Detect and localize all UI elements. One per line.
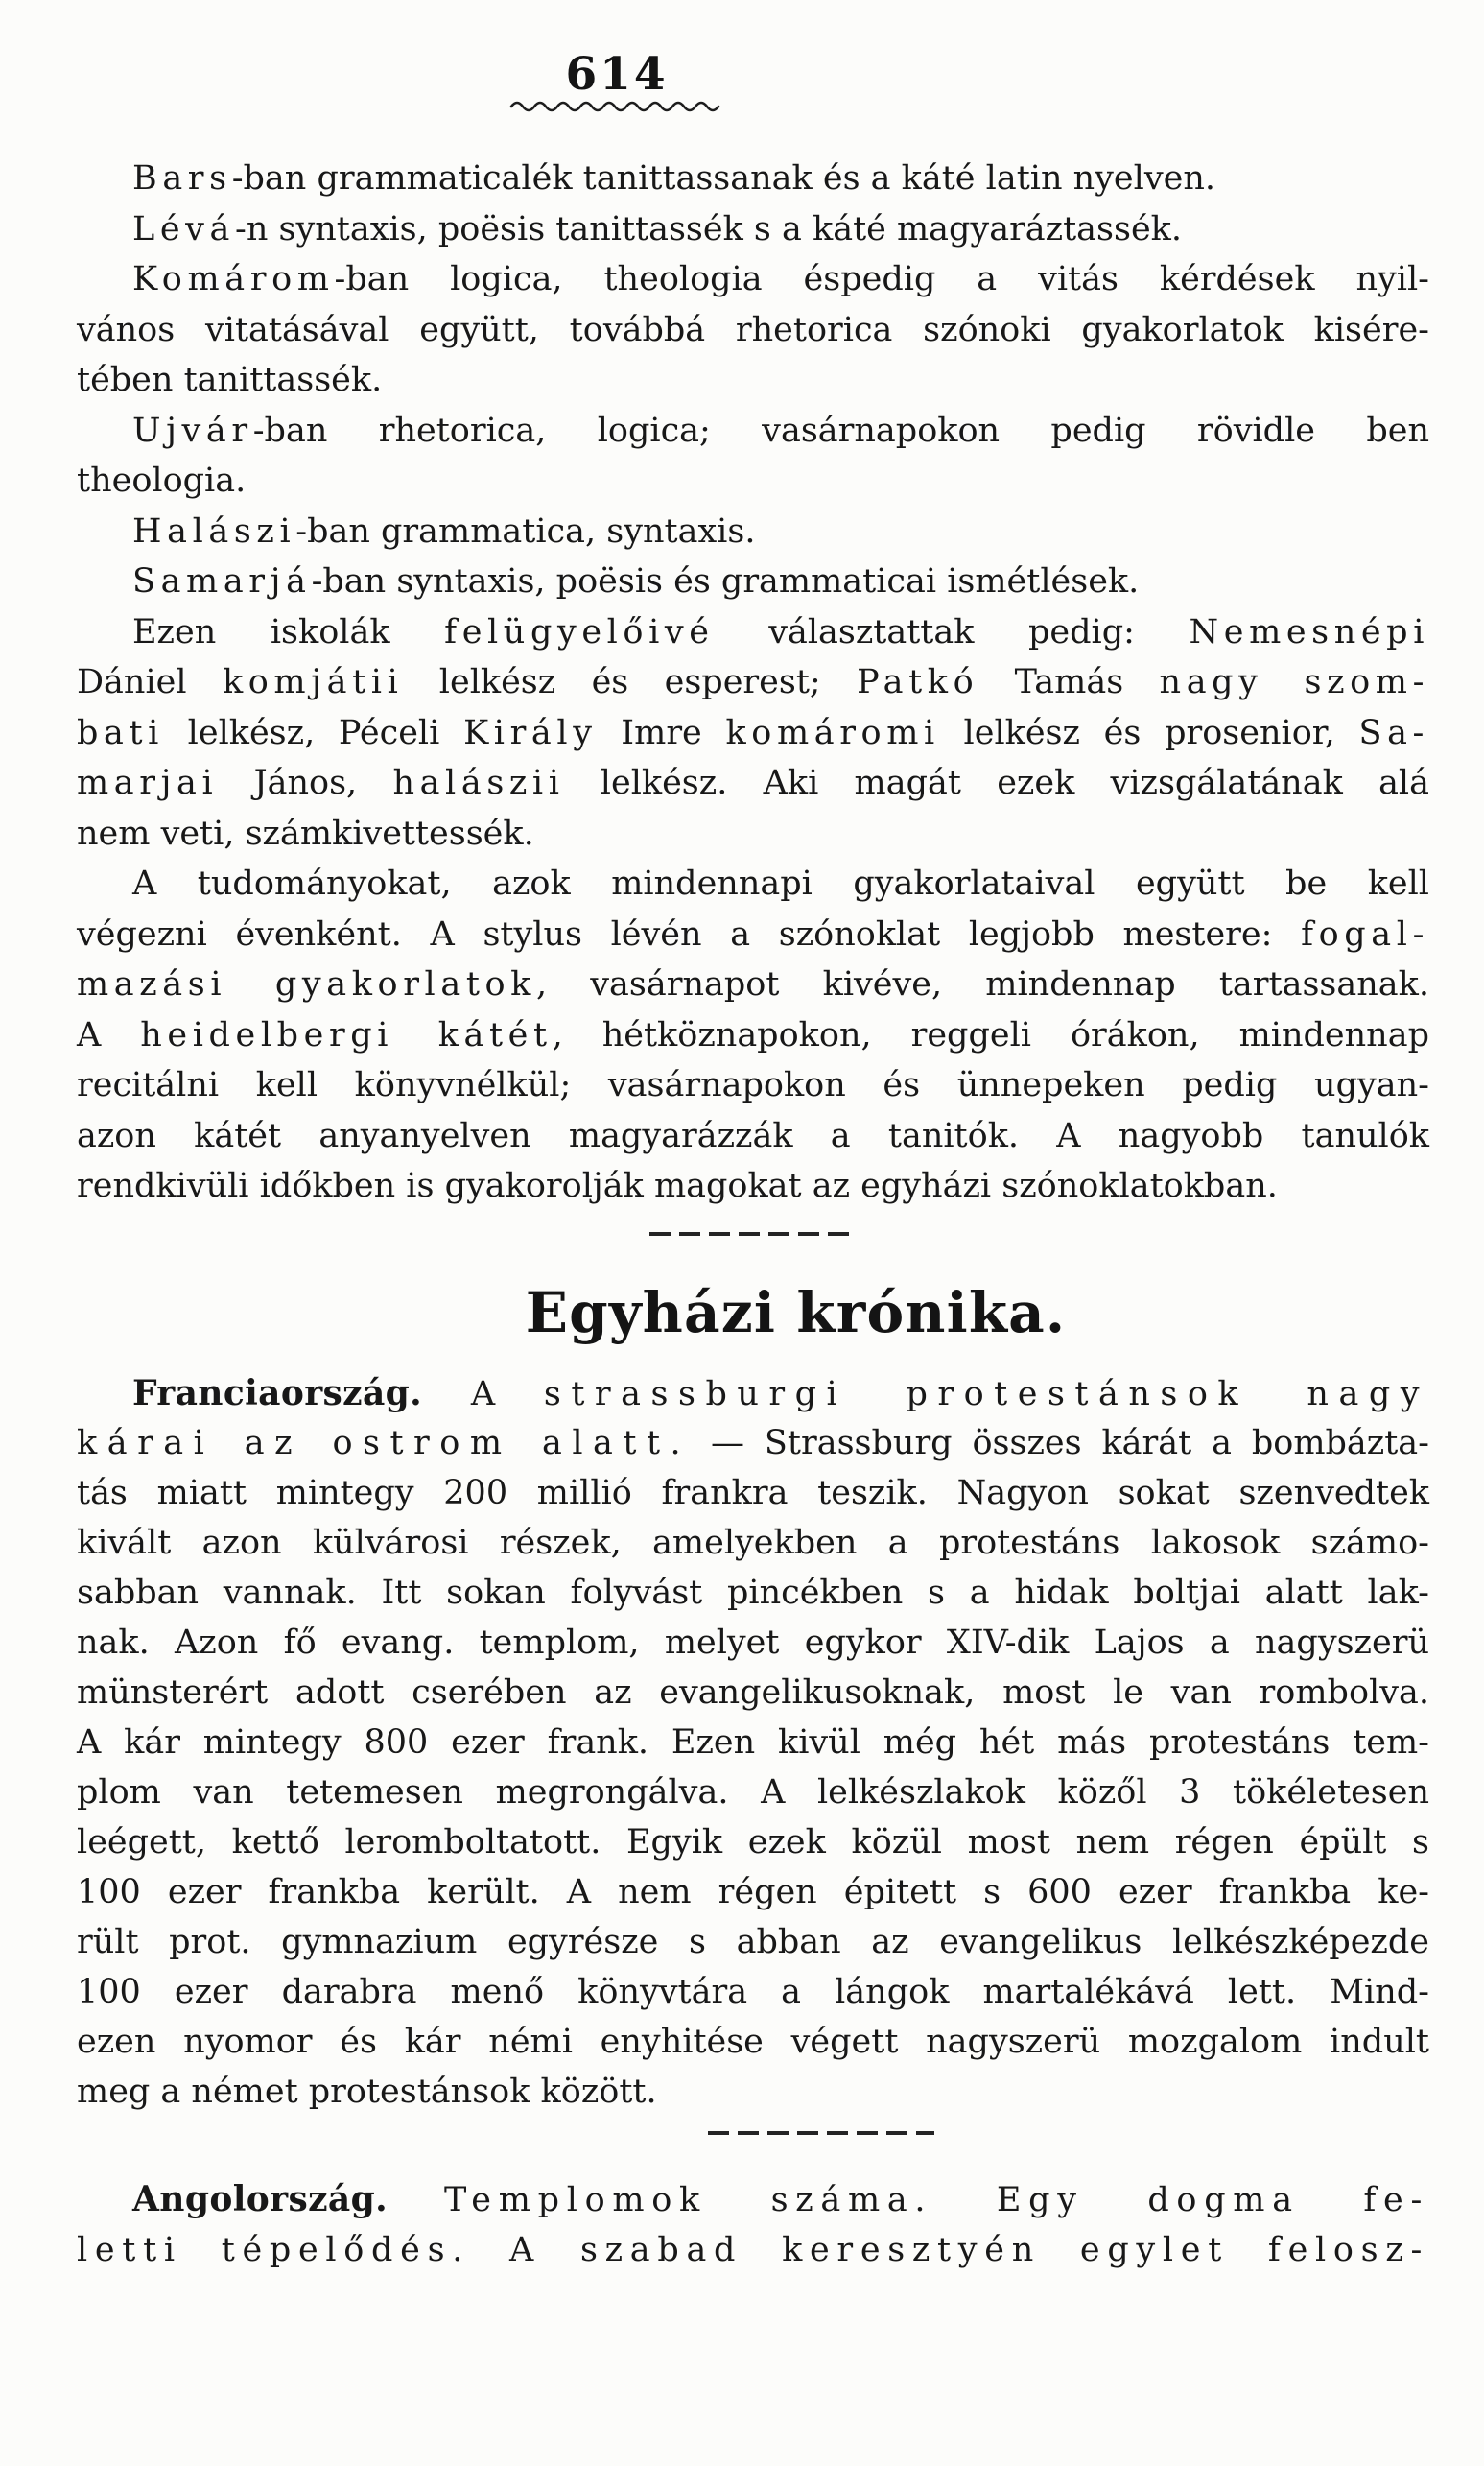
text-line [77, 657, 1429, 707]
text-segment: Nemesnépi [1189, 612, 1429, 652]
text-line [77, 1161, 1429, 1211]
text-line [77, 1668, 1429, 1718]
text-segment: Ezen iskolák [132, 612, 445, 652]
text-segment: halászii [392, 764, 565, 802]
text-segment: -ban grammatica, syntaxis. [295, 511, 756, 551]
text-segment: theologia. [77, 462, 247, 500]
text-segment: Bars [132, 159, 232, 198]
text-segment: lelkész. Aki magát ezek vizsgálatának alá [564, 764, 1429, 802]
text-segment: Lévá [132, 209, 235, 249]
text-segment: Komárom [132, 260, 335, 298]
text-segment: Ujvár [132, 411, 253, 450]
text-line [77, 809, 1429, 859]
text-line [77, 1111, 1429, 1161]
text-line [77, 2067, 1429, 2117]
text-segment: Tamás [978, 663, 1160, 701]
text-segment: leégett, kettő leromboltatott. Egyik ezek közül most nem régen épült s [77, 1823, 1429, 1861]
text-line [77, 1418, 1429, 1468]
text-line [77, 1767, 1429, 1817]
text-segment: -n syntaxis, poësis tanittassék s a káté magyaráztassék. [235, 209, 1183, 249]
text-segment: kárai az ostrom alatt. [77, 1424, 692, 1462]
text-segment: A [422, 1375, 544, 1413]
text-line [77, 607, 1429, 657]
text-segment: bati [77, 713, 164, 752]
text-segment: nak. Azon fő evang. templom, melyet egykor XIV-dik Lajos a nagyszerü [77, 1624, 1429, 1662]
text-line [77, 859, 1429, 909]
text-segment: ezen nyomor és kár némi enyhitése végett nagyszerü mozgalom indult [77, 2023, 1429, 2061]
text-segment: lelkész és esperest; [403, 663, 858, 701]
text-segment: felügyelőivé [444, 612, 715, 652]
text-segment: 100 ezer darabra menő könyvtára a lángok martalékává lett. Mind- [77, 1973, 1429, 2011]
text-line [77, 1368, 1429, 1419]
text-segment: Dániel [77, 663, 223, 701]
text-segment: lelkész, Péceli [163, 713, 464, 752]
section-divider-1 [649, 1232, 853, 1236]
text-line [77, 1468, 1429, 1518]
text-segment: választattak pedig: [714, 612, 1190, 652]
text-line [77, 154, 1429, 203]
text-line [77, 456, 1429, 506]
text-segment: Samarjá [132, 562, 312, 601]
text-segment: Templomok száma. Egy dogma fe- [443, 2181, 1429, 2219]
text-segment: A tudományokat, azok mindennapi gyakorlataival együtt be kell [132, 865, 1429, 903]
page-number: 614 [565, 48, 669, 101]
text-segment: Halászi [132, 511, 296, 551]
text-line [77, 1618, 1429, 1668]
text-line [77, 1967, 1429, 2017]
text-segment: -ban syntaxis, poësis és grammaticai ismétlések. [311, 562, 1140, 601]
text-line [77, 2225, 1429, 2275]
text-segment: Sa- [1358, 713, 1429, 752]
text-line [77, 507, 1429, 557]
text-line [77, 305, 1429, 355]
text-line [77, 1718, 1429, 1767]
text-segment: strassburgi protestánsok nagy [543, 1375, 1429, 1413]
wavy-divider [509, 98, 724, 113]
text-segment: azon kátét anyanyelven magyarázzák a tanitók. A nagyobb tanulók [77, 1116, 1429, 1155]
text-segment: plom van tetemesen megrongálva. A lelkészlakok közől 3 tökéletesen [77, 1773, 1429, 1812]
text-line [77, 406, 1429, 456]
text-segment: vános vitatásával együtt, továbbá rhetorica szónoki gyakorlatok kisére- [77, 310, 1429, 349]
text-line [77, 557, 1429, 606]
text-line [77, 2174, 1429, 2225]
text-segment: nagy szom- [1159, 663, 1429, 701]
text-segment: marjai [77, 764, 219, 802]
text-segment: recitálni kell könyvnélkül; vasárnapokon és ünnepeken pedig ugyan- [77, 1066, 1429, 1104]
text-line [77, 254, 1429, 304]
text-segment: mazási gyakorlatok [77, 965, 536, 1004]
text-segment: 100 ezer frankba került. A nem régen épitett s 600 ezer frankba ke- [77, 1873, 1429, 1911]
chronicle-heading: Egyházi krónika. [525, 1280, 1067, 1345]
text-line [77, 960, 1429, 1009]
text-segment: kivált azon külvárosi részek, amelyekben a protestáns lakosok számo- [77, 1524, 1429, 1562]
text-line [77, 2017, 1429, 2067]
text-segment: komáromi [725, 713, 940, 752]
text-segment: nem veti, számkivettessék. [77, 814, 534, 853]
text-segment: János, [218, 764, 393, 802]
text-segment: letti tépelődés. A szabad keresztyén egylet felosz- [77, 2231, 1429, 2269]
text-line [77, 1518, 1429, 1568]
text-line [77, 1817, 1429, 1867]
section-divider-2 [708, 2131, 934, 2135]
text-line [77, 758, 1429, 808]
text-line [77, 1917, 1429, 1967]
text-line [77, 1010, 1429, 1060]
text-line [77, 1568, 1429, 1618]
text-segment [388, 2181, 444, 2219]
text-line [77, 910, 1429, 960]
text-line [77, 1060, 1429, 1110]
text-segment: végezni évenként. A stylus lévén a szónoklat legjobb mestere: [77, 914, 1302, 954]
text-segment: -ban logica, theologia éspedig a vitás kérdések nyil- [334, 260, 1429, 298]
text-segment: fogal- [1301, 914, 1429, 954]
text-segment: münsterért adott cserében az evangelikusoknak, most le van rombolva. [77, 1673, 1429, 1712]
text-segment: -ban rhetorica, logica; vasárnapokon pedig rövidle ben [252, 411, 1429, 450]
text-line [77, 355, 1429, 405]
text-segment: Imre [597, 713, 726, 752]
text-segment: rendkivüli időkben is gyakorolják magokat az egyházi szónoklatokban. [77, 1167, 1278, 1205]
text-segment: sabban vannak. Itt sokan folyvást pincékben s a hidak boltjai alatt lak- [77, 1574, 1429, 1612]
country-lead-label: Angolország. [132, 2179, 389, 2219]
text-segment: tében tanittassék. [77, 361, 383, 399]
text-segment: , hétköznapokon, reggeli órákon, mindennap [552, 1015, 1429, 1055]
text-segment: Patkó [857, 663, 979, 701]
text-line [77, 1867, 1429, 1917]
country-lead-label: Franciaország. [132, 1373, 423, 1413]
text-segment: -ban grammaticalék tanittassanak és a káté latin nyelven. [231, 159, 1215, 198]
text-segment: komjátii [222, 663, 404, 701]
text-segment: rült prot. gymnazium egyrésze s abban az evangelikus lelkészképezde [77, 1923, 1429, 1961]
text-segment: , vasárnapot kivéve, mindennap tartassanak. [535, 965, 1429, 1004]
text-segment: lelkész és prosenior, [939, 713, 1359, 752]
text-segment: heidelbergi kátét [140, 1015, 553, 1055]
text-segment: tás miatt mintegy 200 millió frankra teszik. Nagyon sokat szenvedtek [77, 1474, 1429, 1512]
text-segment: — Strassburg összes kárát a bombázta- [691, 1424, 1430, 1462]
text-segment: meg a német protestánsok között. [77, 2073, 657, 2111]
text-line [77, 204, 1429, 254]
text-segment: Király [463, 713, 598, 752]
text-segment: A kár mintegy 800 ezer frank. Ezen kivül még hét más protestáns tem- [77, 1723, 1429, 1762]
text-segment: A [77, 1015, 141, 1055]
text-line [77, 708, 1429, 758]
